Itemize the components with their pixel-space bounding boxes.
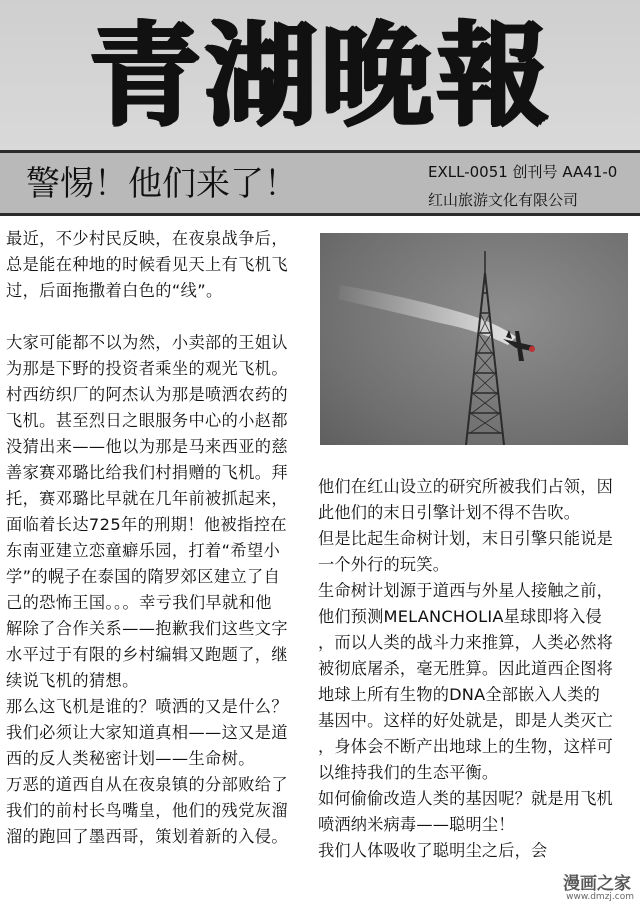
- subhead-bar: [0, 150, 640, 216]
- article-photo: [320, 233, 628, 445]
- article-line: 善家赛邓璐比给我们村捐赠的飞机。拜: [6, 463, 288, 482]
- article-line: 我们的前村长鸟嘴皇，他们的残党灰溜: [6, 801, 288, 820]
- paragraph-gap: [6, 304, 302, 330]
- article-line: 总是能在种地的时候看见天上有飞机飞: [6, 255, 288, 274]
- radio-tower: [466, 251, 504, 445]
- article-line: 解除了合作关系——抱歉我们这些文字: [6, 619, 288, 638]
- article-line: 己的恐怖王国。。。幸亏我们早就和他: [6, 593, 272, 612]
- article-line: 续说飞机的猜想。: [6, 671, 139, 690]
- article-line: 为那是下野的投资者乘坐的观光飞机。: [6, 359, 288, 378]
- headline: 警惕！他们来了！: [26, 164, 298, 204]
- right-column: [318, 474, 634, 864]
- article-line: 以维持我们的生态平衡。: [318, 763, 499, 782]
- article-line: 学”的幌子在泰国的隋罗郊区建立了自: [6, 567, 281, 586]
- article-line: 托，赛邓璐比早就在几年前被抓起来，: [6, 489, 288, 508]
- article-line: ，而以人类的战斗力来推算，人类必然将: [318, 633, 613, 652]
- left-column: [6, 226, 302, 850]
- issue-number: EXLL-0051 创刊号 AA41-0: [428, 163, 618, 181]
- article-line: 溜的跑回了墨西哥，策划着新的入侵。: [6, 827, 288, 846]
- article-line: 那么这飞机是谁的？喷洒的又是什么？: [6, 697, 288, 716]
- article-line: 大家可能都不以为然，小卖部的王姐认: [6, 333, 288, 352]
- airplane: [503, 330, 535, 361]
- watermark-logo: 漫画之家: [560, 874, 634, 894]
- watermark-url: www.dmzj.com: [566, 892, 634, 902]
- article-line: 最近，不少村民反映，在夜泉战争后，: [6, 229, 288, 248]
- article-line: 生命树计划源于道西与外星人接触之前，: [318, 581, 613, 600]
- article-line: 西的反人类秘密计划——生命树。: [6, 749, 255, 768]
- article-line: 被彻底屠杀，毫无胜算。因此道西企图将: [318, 659, 613, 678]
- article-line: 我们必须让大家知道真相——这又是道: [6, 723, 288, 742]
- masthead: [0, 0, 640, 150]
- article-line: ，身体会不断产出地球上的生物，这样可: [318, 737, 613, 756]
- site-watermark: [560, 869, 634, 902]
- article-line: 我们人体吸收了聪明尘之后，会: [318, 841, 548, 860]
- article-line: 一个外行的玩笑。: [318, 555, 450, 574]
- article-line: 此他们的末日引擎计划不得不告吹。: [318, 503, 581, 522]
- article-line: 地球上所有生物的DNA全部嵌入人类的: [318, 685, 601, 704]
- article-line: 如何偷偷改造人类的基因呢？就是用飞机: [318, 789, 613, 808]
- article-line: 万恶的道西自从在夜泉镇的分部败给了: [6, 775, 288, 794]
- article-line: 他们预测MELANCHOLIA星球即将入侵: [318, 607, 602, 626]
- article-line: 喷洒纳米病毒——聪明尘！: [318, 815, 515, 834]
- article-line: 过，后面拖撒着白色的“线”。: [6, 281, 223, 300]
- newspaper-title: 青湖晚報: [88, 11, 552, 141]
- article-line: 他们在红山设立的研究所被我们占领，因: [318, 477, 613, 496]
- article-line: 村西纺织厂的阿杰认为那是喷洒农药的: [6, 385, 288, 404]
- article-line: 东南亚建立恋童癖乐园，打着“希望小: [6, 541, 281, 560]
- article-line: 但是比起生命树计划，末日引擎只能说是: [318, 529, 613, 548]
- plane-tower-photo: [320, 233, 628, 445]
- article-line: 基因中。这样的好处就是，即是人类灭亡: [318, 711, 613, 730]
- article-line: 面临着长达725年的刑期！他被指控在: [6, 515, 287, 534]
- article-line: 飞机。甚至烈日之眼服务中心的小赵都: [6, 411, 288, 430]
- article-line: 没猜出来——他以为那是马来西亚的慈: [6, 437, 288, 456]
- publisher: 红山旅游文化有限公司: [428, 191, 579, 209]
- article-line: 水平过于有限的乡村编辑又跑题了，继: [6, 645, 288, 664]
